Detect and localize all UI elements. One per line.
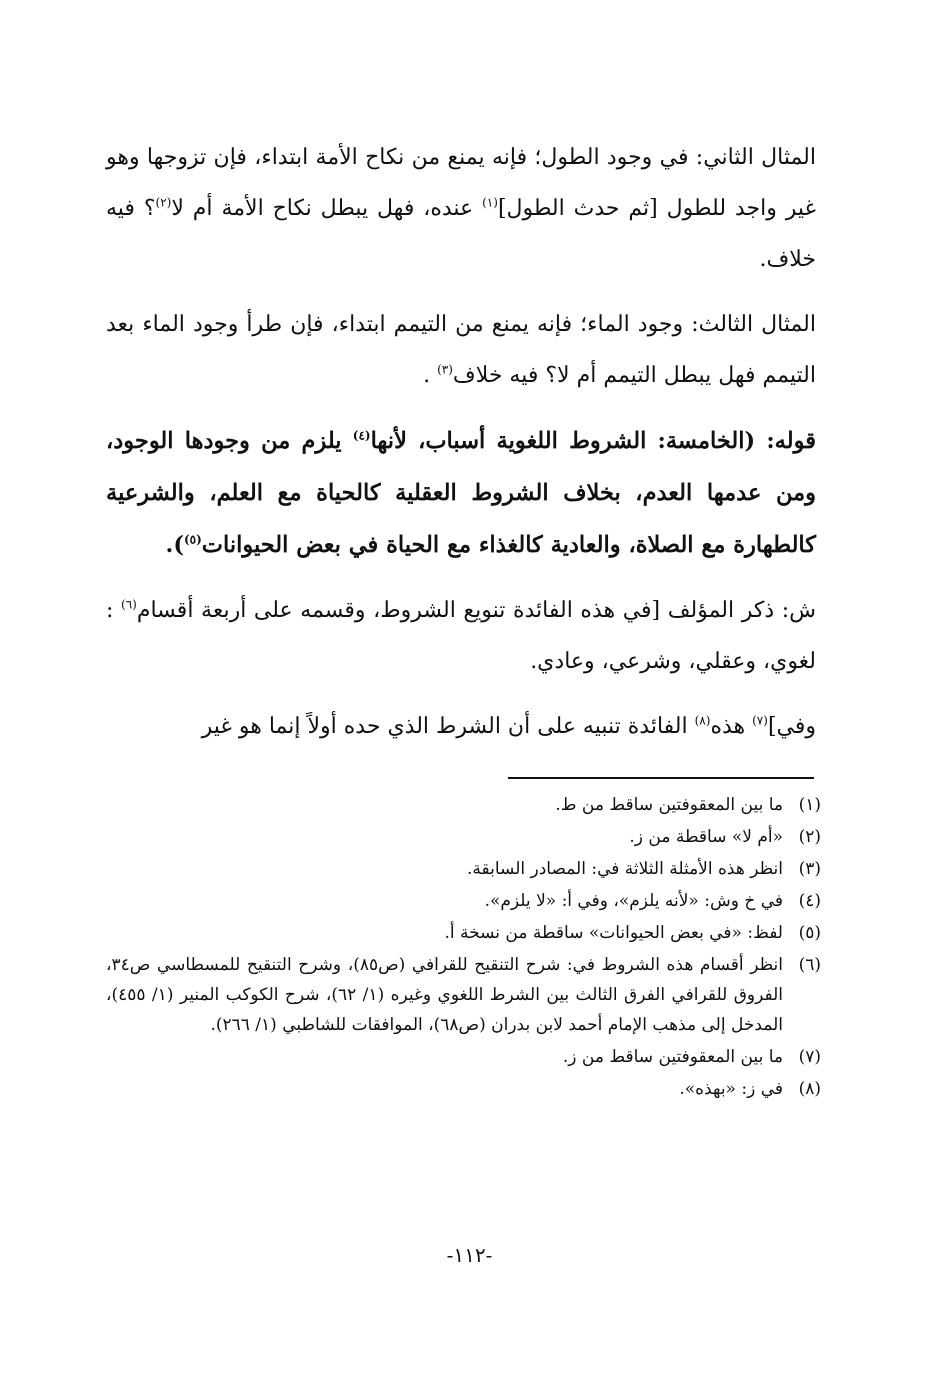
footnote-number: (٦) (798, 955, 821, 975)
footnote-number: (٧) (798, 1047, 821, 1067)
footnotes (106, 790, 821, 1106)
footnote-ref: (١) (482, 195, 498, 210)
paragraph-text: وفي] (767, 714, 816, 739)
paragraph-text: المثال الثاني: في وجود الطول؛ فإنه يمنع من نكاح الأمة ابتداء، فإن تزوجها وهو غير واجد للطول [ثم حدث الطول] (106, 145, 816, 221)
footnote-number: (٥) (798, 923, 821, 943)
footnote-item (106, 790, 821, 820)
paragraph-text: الفائدة تنبيه على أن الشرط الذي حده أولاً إنما هو غير (201, 714, 695, 739)
footnote-number: (٨) (798, 1079, 821, 1099)
footnote-item (106, 1074, 821, 1104)
paragraph-continuation (106, 701, 816, 752)
paragraph-text: هذه (710, 714, 753, 739)
footnote-text: ما بين المعقوفتين ساقط من ط. (555, 795, 783, 815)
footnote-text: في خ وش: «لأنه يلزم»، وفي أ: «لا يلزم». (484, 891, 783, 911)
footnote-number: (٢) (798, 827, 821, 847)
footnote-text: في ز: «بهذه». (679, 1079, 783, 1099)
footnote-number: (٣) (798, 859, 821, 879)
footnote-item (106, 854, 821, 884)
paragraph-text: عنده، فهل يبطل نكاح الأمة أم لا (171, 196, 483, 221)
footnote-ref: (٣) (437, 362, 453, 377)
footnote-item (106, 950, 821, 1040)
main-text (106, 132, 816, 752)
paragraph-example-two (106, 132, 816, 285)
footnote-item (106, 1042, 821, 1072)
paragraph-text: ش: ذكر المؤلف [في هذه الفائدة تنويع الشروط، وقسمه على أربعة أقسام (136, 598, 817, 623)
footnote-number: (١) (798, 795, 821, 815)
footnote-text: انظر هذه الأمثلة الثلاثة في: المصادر السابقة. (467, 859, 783, 879)
paragraph-text: يلزم من وجودها الوجود، ومن عدمها العدم، بخلاف الشروط العقلية كالحياة مع العلم، والشرعية كالطهارة مع الصلاة، والعادية كالغذاء مع الحياة في بعض الحيوانات (106, 428, 816, 558)
paragraph-text: قوله: (الخامسة: الشروط اللغوية أسباب، لأنها (370, 428, 816, 454)
paragraph-text: ؟ فيه خلاف. (106, 196, 816, 272)
paragraph-commentary (106, 585, 816, 687)
footnote-divider (508, 777, 814, 779)
footnote-item (106, 886, 821, 916)
footnote-number: (٤) (798, 891, 821, 911)
footnote-ref: (٥) (183, 532, 202, 547)
paragraph-text: المثال الثالث: وجود الماء؛ فإنه يمنع من التيمم ابتداء، فإن طرأ وجود الماء بعد التيمم فهل يبطل التيمم أم لا؟ فيه خلاف (106, 312, 816, 388)
footnote-text: انظر أقسام هذه الشروط في: شرح التنقيح للقرافي (ص٨٥)، وشرح التنقيح للمسطاسي ص٣٤، الفروق للقرافي الفرق الثالث بين الشرط اللغوي وغيره (١/ ٦٢)، شرح الكوكب المنير (١/ ٤٥٥)، المدخل إلى مذهب الإمام أحمد لابن بدران (ص٦٨)، الموافقات للشاطبي (١/ ٢٦٦). (106, 955, 783, 1035)
footnote-ref: (٨) (694, 713, 711, 728)
paragraph-text: ). (165, 532, 184, 558)
footnote-ref: (٢) (155, 195, 172, 210)
footnote-text: «أم لا» ساقطة من ز. (629, 827, 783, 847)
footnote-ref: (٧) (752, 713, 768, 728)
footnote-ref: (٦) (121, 597, 137, 612)
footnote-text: ما بين المعقوفتين ساقط من ز. (562, 1047, 783, 1067)
footnote-text: لفظ: «في بعض الحيوانات» ساقطة من نسخة أ. (444, 923, 783, 943)
paragraph-example-three (106, 299, 816, 401)
footnote-ref: (٤) (352, 428, 371, 443)
footnote-item (106, 822, 821, 852)
paragraph-text: . (423, 363, 438, 388)
page-number: -١١٢- (446, 1243, 493, 1267)
footnote-item (106, 918, 821, 948)
paragraph-text: : لغوي، وعقلي، وشرعي، وعادي. (106, 598, 816, 674)
paragraph-quote-fifth (106, 415, 816, 571)
